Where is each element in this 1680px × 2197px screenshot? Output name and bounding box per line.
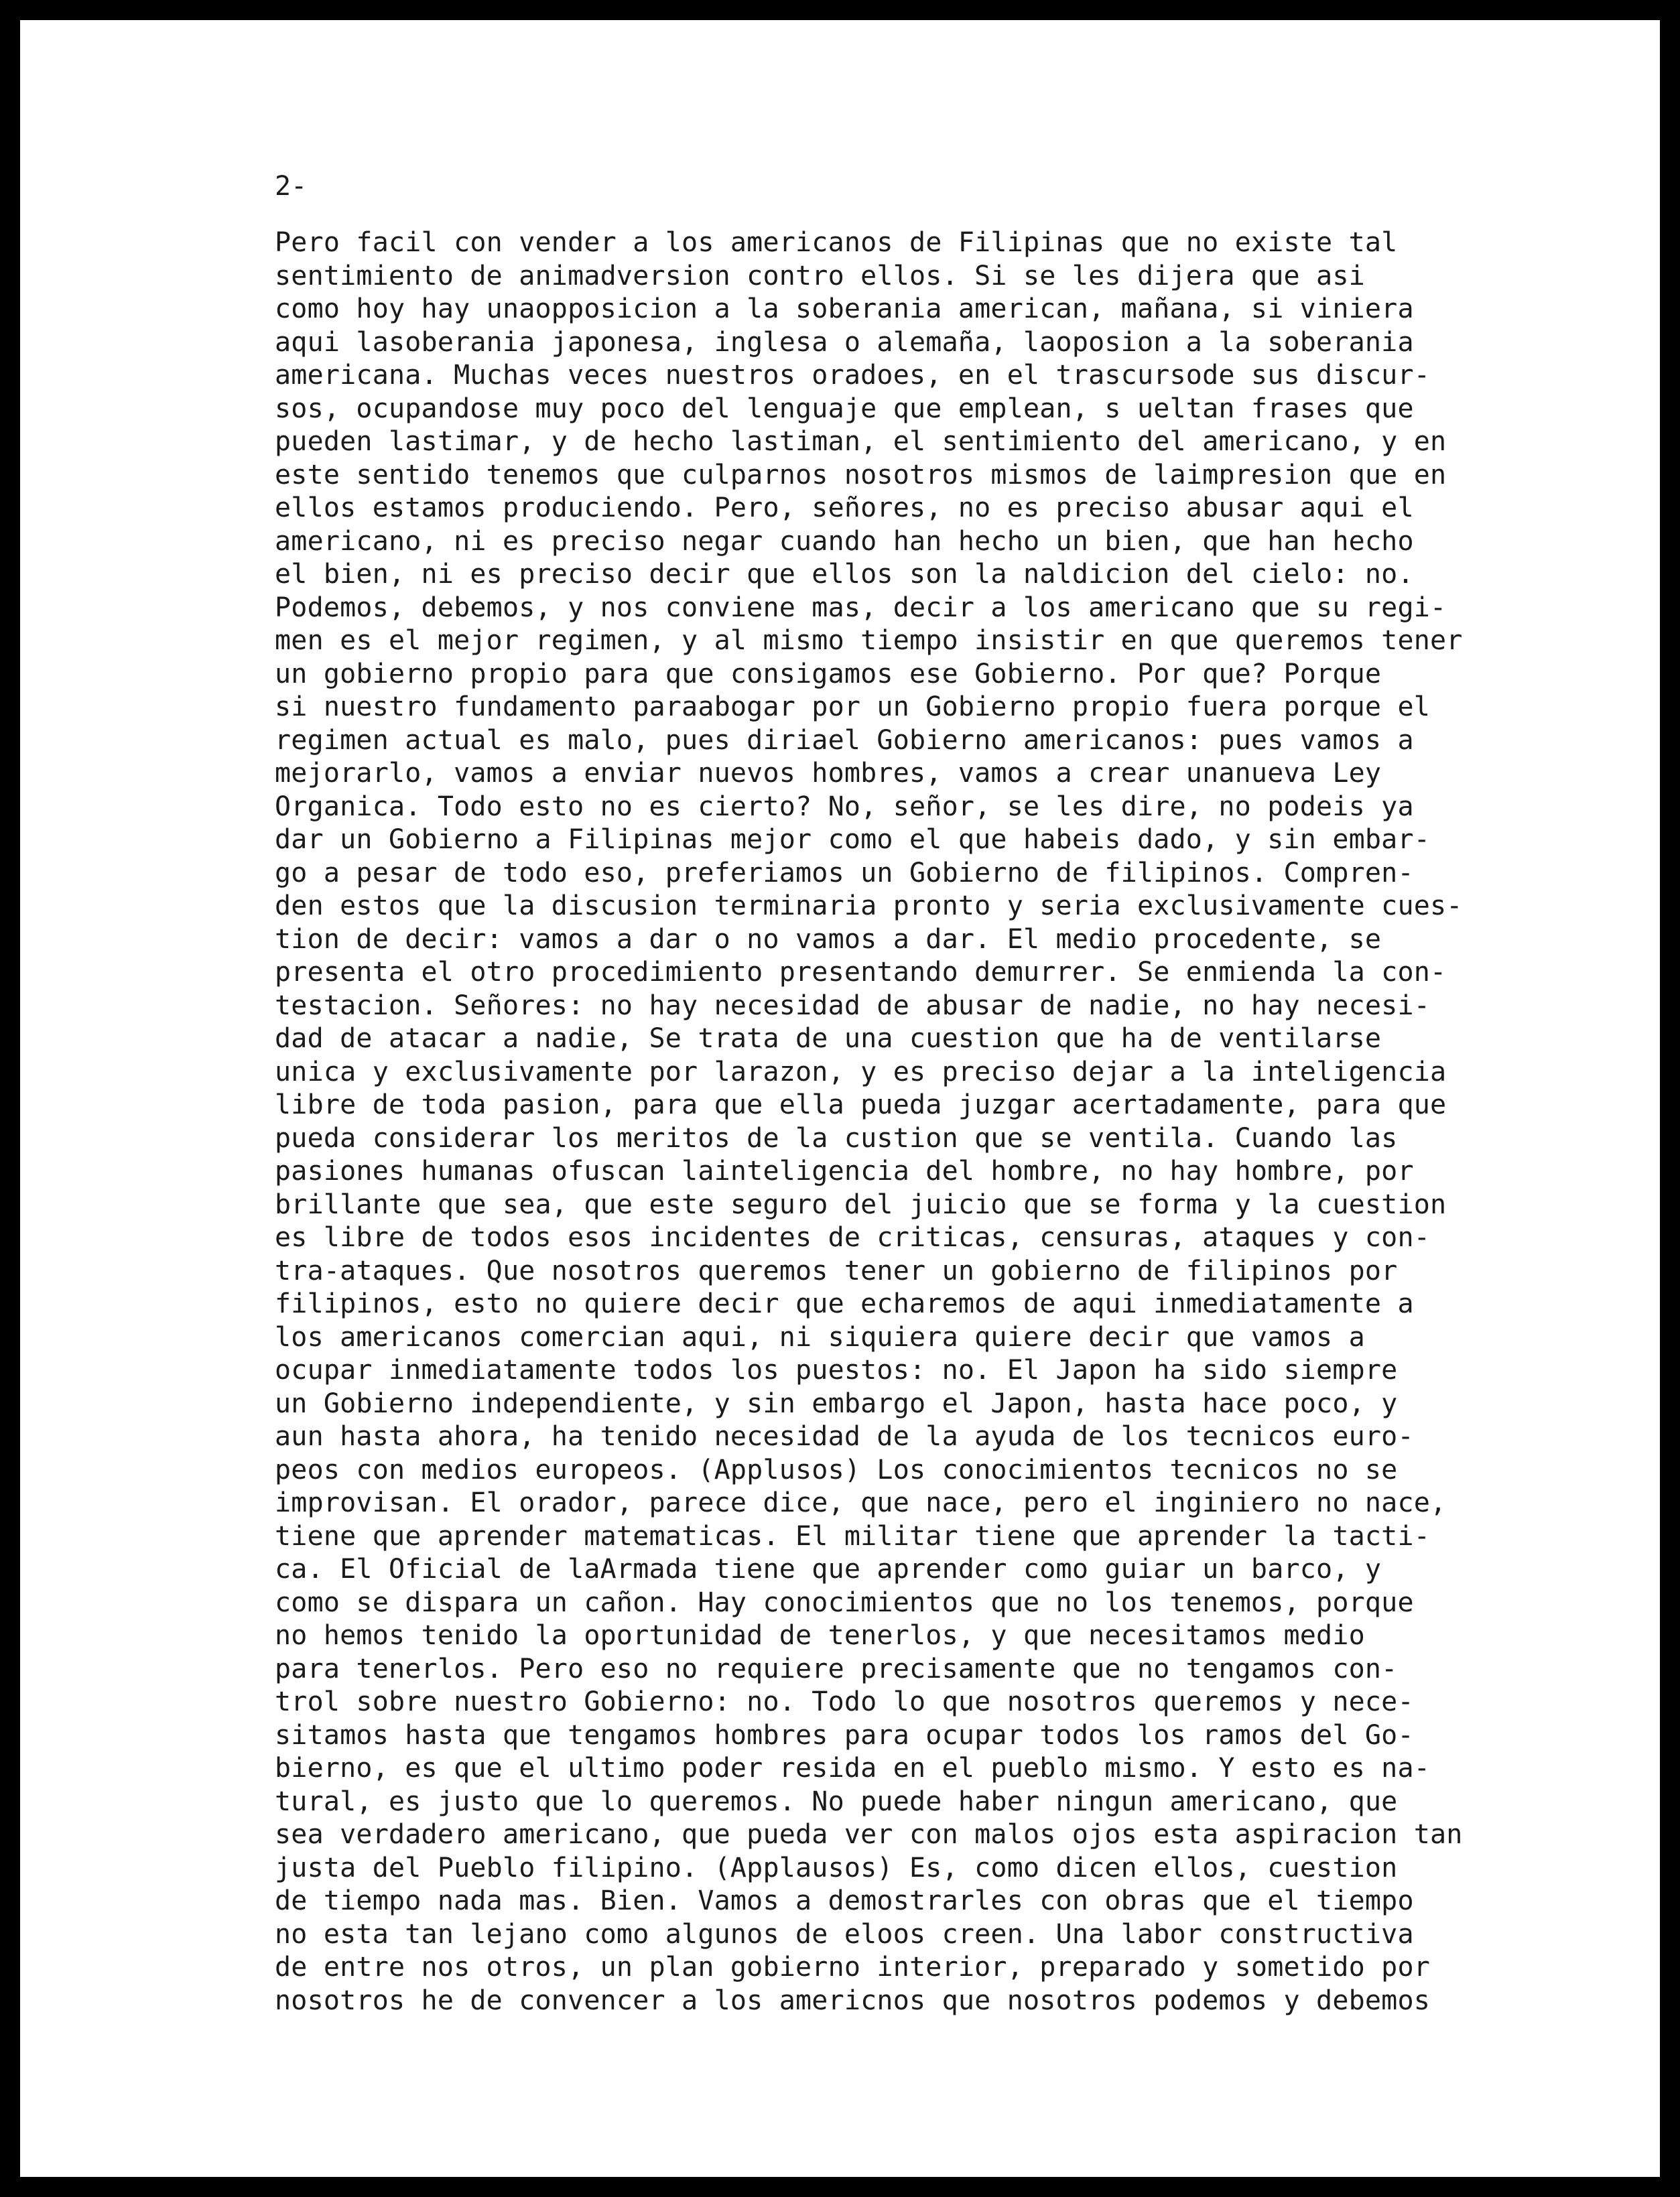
text-line: presenta el otro procedimiento presentando demurrer. Se enmienda la con- xyxy=(275,957,1447,988)
text-line: ocupar inmediatamente todos los puestos: no. El Japon ha sido siempre xyxy=(275,1355,1398,1386)
text-line: sitamos hasta que tengamos hombres para ocupar todos los ramos del Go- xyxy=(275,1719,1414,1751)
text-line: no esta tan lejano como algunos de eloos creen. Una labor constructiva xyxy=(275,1918,1414,1950)
text-line: es libre de todos esos incidentes de criticas, censuras, ataques y con- xyxy=(275,1222,1431,1253)
text-line: pueda considerar los meritos de la custion que se ventila. Cuando las xyxy=(275,1122,1398,1154)
text-line: improvisan. El orador, parece dice, que nace, pero el inginiero no nace, xyxy=(275,1487,1447,1518)
document-page xyxy=(20,20,1660,2177)
text-line: unica y exclusivamente por larazon, y es preciso dejar a la inteligencia xyxy=(275,1056,1447,1087)
text-line: dad de atacar a nadie, Se trata de una cuestion que ha de ventilarse xyxy=(275,1023,1382,1054)
text-line: sentimiento de animadversion contro ellos. Si se les dijera que asi xyxy=(275,260,1365,291)
text-line: el bien, ni es preciso decir que ellos son la naldicion del cielo: no. xyxy=(275,559,1414,590)
text-line: den estos que la discusion terminaria pronto y seria exclusivamente cues- xyxy=(275,890,1463,921)
text-line: peos con medios europeos. (Applusos) Los conocimientos tecnicos no se xyxy=(275,1454,1398,1485)
text-line: mejorarlo, vamos a enviar nuevos hombres, vamos a crear unanueva Ley xyxy=(275,758,1382,789)
text-line: americana. Muchas veces nuestros oradoes, en el trascursode sus discur- xyxy=(275,360,1431,391)
text-line: nosotros he de convencer a los americnos que nosotros podemos y debemos xyxy=(275,1985,1431,2016)
text-line: ellos estamos produciendo. Pero, señores, no es preciso abusar aqui el xyxy=(275,492,1414,523)
text-line: este sentido tenemos que culparnos nosotros mismos de laimpresion que en xyxy=(275,459,1447,490)
text-line: sos, ocupandose muy poco del lenguaje que emplean, s ueltan frases que xyxy=(275,393,1414,424)
text-line: si nuestro fundamento paraabogar por un Gobierno propio fuera porque el xyxy=(275,691,1431,722)
text-line: dar un Gobierno a Filipinas mejor como el que habeis dado, y sin embar- xyxy=(275,824,1431,855)
text-line: como hoy hay unaopposicion a la soberania american, mañana, si viniera xyxy=(275,293,1414,324)
text-line: trol sobre nuestro Gobierno: no. Todo lo que nosotros queremos y nece- xyxy=(275,1686,1414,1717)
text-line: filipinos, esto no quiere decir que echaremos de aqui inmediatamente a xyxy=(275,1288,1414,1319)
text-line: ca. El Oficial de laArmada tiene que aprender como guiar un barco, y xyxy=(275,1554,1382,1585)
text-line: tiene que aprender matematicas. El militar tiene que aprender la tacti- xyxy=(275,1520,1431,1552)
text-line: pueden lastimar, y de hecho lastiman, el sentimiento del americano, y en xyxy=(275,426,1447,457)
text-line: Podemos, debemos, y nos conviene mas, decir a los americano que su regi- xyxy=(275,592,1447,623)
text-line: men es el mejor regimen, y al mismo tiempo insistir en que queremos tener xyxy=(275,625,1463,656)
text-line: un Gobierno independiente, y sin embargo el Japon, hasta hace poco, y xyxy=(275,1388,1398,1419)
text-line: testacion. Señores: no hay necesidad de abusar de nadie, no hay necesi- xyxy=(275,990,1431,1021)
text-line: de tiempo nada mas. Bien. Vamos a demostrarles con obras que el tiempo xyxy=(275,1885,1414,1916)
page-number: 2- xyxy=(275,171,308,202)
text-line: Organica. Todo esto no es cierto? No, señor, se les dire, no podeis ya xyxy=(275,791,1414,822)
text-line: aqui lasoberania japonesa, inglesa o alemaña, laoposion a la soberania xyxy=(275,326,1414,358)
text-line: Pero facil con vender a los americanos de Filipinas que no existe tal xyxy=(275,227,1398,258)
text-line: aun hasta ahora, ha tenido necesidad de la ayuda de los tecnicos euro- xyxy=(275,1421,1414,1452)
text-line: pasiones humanas ofuscan lainteligencia del hombre, no hay hombre, por xyxy=(275,1156,1414,1187)
text-line: un gobierno propio para que consigamos ese Gobierno. Por que? Porque xyxy=(275,658,1382,689)
text-line: bierno, es que el ultimo poder resida en el pueblo mismo. Y esto es na- xyxy=(275,1753,1431,1784)
text-line: de entre nos otros, un plan gobierno interior, preparado y sometido por xyxy=(275,1952,1431,1983)
text-line: para tenerlos. Pero eso no requiere precisamente que no tengamos con- xyxy=(275,1653,1398,1684)
text-line: justa del Pueblo filipino. (Applausos) Es, como dicen ellos, cuestion xyxy=(275,1852,1398,1883)
text-line: sea verdadero americano, que pueda ver con malos ojos esta aspiracion tan xyxy=(275,1819,1463,1850)
text-line: brillante que sea, que este seguro del juicio que se forma y la cuestion xyxy=(275,1189,1447,1220)
text-line: americano, ni es preciso negar cuando han hecho un bien, que han hecho xyxy=(275,525,1414,557)
text-line: go a pesar de todo eso, preferiamos un Gobierno de filipinos. Compren- xyxy=(275,857,1414,888)
text-line: tural, es justo que lo queremos. No puede haber ningun americano, que xyxy=(275,1786,1398,1817)
text-line: tra-ataques. Que nosotros queremos tener un gobierno de filipinos por xyxy=(275,1255,1398,1286)
text-line: tion de decir: vamos a dar o no vamos a dar. El medio procedente, se xyxy=(275,923,1382,955)
text-line: los americanos comercian aqui, ni siquiera quiere decir que vamos a xyxy=(275,1321,1365,1353)
text-line: regimen actual es malo, pues diriael Gobierno americanos: pues vamos a xyxy=(275,724,1414,756)
text-line: libre de toda pasion, para que ella pueda juzgar acertadamente, para que xyxy=(275,1089,1447,1120)
text-line: no hemos tenido la oportunidad de tenerlos, y que necesitamos medio xyxy=(275,1620,1365,1651)
document-body xyxy=(275,226,1548,2017)
text-line: como se dispara un cañon. Hay conocimientos que no los tenemos, porque xyxy=(275,1587,1414,1618)
